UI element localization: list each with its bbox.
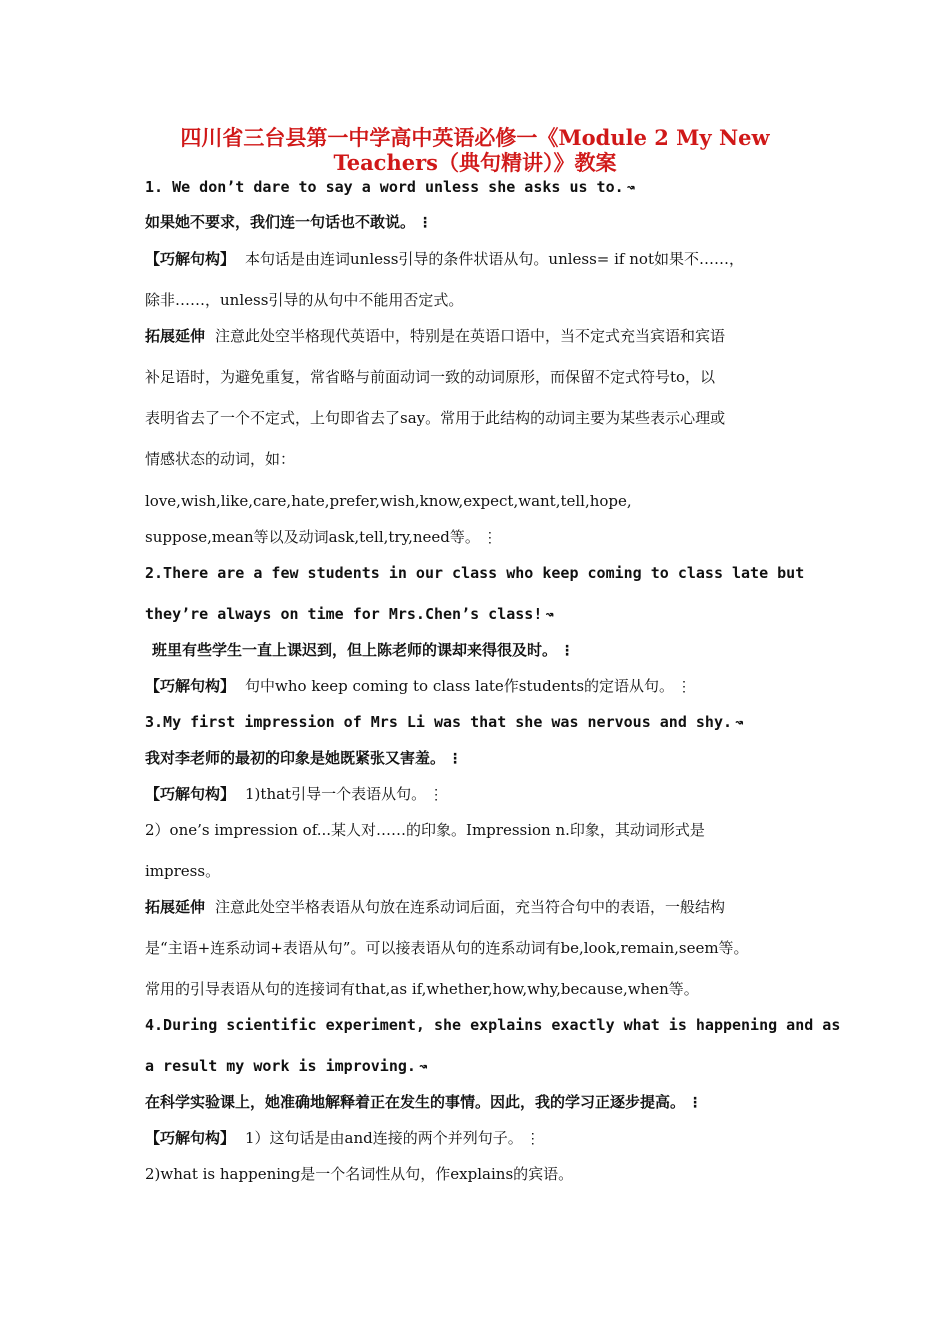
paragraph-mark-icon: ⋮ [525,1131,540,1147]
structure-tag: 【巧解句构】 [145,1129,236,1147]
sentence-2-line-2: they’re always on time for Mrs.Chen’s class! ↝ [145,605,554,623]
extension-tag: 拓展延伸 [145,898,206,916]
structure-4-line-1: 【巧解句构】 1）这句话是由and连接的两个并列句子。 ⋮ [145,1129,540,1147]
curl-mark-icon: ↝ [545,607,554,623]
extension-tag: 拓展延伸 [145,327,206,345]
extension-1-line-4: 情感状态的动词，如： [145,450,296,468]
sentence-1: 1. We don’t dare to say a word unless she asks us to. ↝ [145,178,636,196]
extension-1-line-3: 表明省去了一个不定式，上句即省去了say。常用于此结构的动词主要为某些表示心理或 [145,409,726,427]
structure-1-line-1: 【巧解句构】 本句话是由连词unless引导的条件状语从句。unless= if not如果不……， [145,250,744,268]
paragraph-mark-icon: ⋮ [688,1095,703,1111]
extension-1-line-6: suppose,mean等以及动词ask,tell,try,need等。 ⋮ [145,528,497,546]
sentence-4-line-2: a result my work is improving. ↝ [145,1057,428,1075]
structure-tag: 【巧解句构】 [145,677,236,695]
translation-1: 如果她不要求，我们连一句话也不敢说。 ⋮ [145,213,433,231]
extension-3-line-3: 常用的引导表语从句的连接词有that,as if,whether,how,why,because,when等。 [145,980,699,998]
structure-2-line-1: 【巧解句构】 句中who keep coming to class late作students的定语从句。 ⋮ [145,677,692,695]
document-title-line-1: 四川省三台县第一中学高中英语必修一《Module 2 My New [180,125,770,150]
extension-3-line-2: 是“主语+连系动词+表语从句”。可以接表语从句的连系动词有be,look,remain,seem等。 [145,939,749,957]
curl-mark-icon: ↝ [418,1059,428,1075]
structure-3-line-1: 【巧解句构】 1)that引导一个表语从句。 ⋮ [145,785,444,803]
translation-3: 我对李老师的最初的印象是她既紧张又害羞。 ⋮ [145,749,463,767]
extension-3-line-1: 拓展延伸 注意此处空半格表语从句放在连系动词后面，充当符合句中的表语，一般结构 [145,898,726,916]
structure-1-line-2: 除非……，unless引导的从句中不能用否定式。 [145,291,464,309]
sentence-3: 3.My first impression of Mrs Li was that she was nervous and shy. ↝ [145,713,744,731]
paragraph-mark-icon: ⋮ [448,751,463,767]
curl-mark-icon: ↝ [735,715,744,731]
paragraph-mark-icon: ⋮ [429,787,444,803]
extension-1-line-1: 拓展延伸 注意此处空半格现代英语中，特别是在英语口语中，当不定式充当宾语和宾语 [145,327,726,345]
structure-3-line-2: 2）one’s impression of...某人对……的印象。Impression n.印象，其动词形式是 [145,821,705,839]
paragraph-mark-icon: ⋮ [560,643,575,659]
sentence-2-line-1: 2.There are a few students in our class who keep coming to class late but [145,564,805,582]
structure-4-line-2: 2)what is happening是一个名词性从句，作explains的宾语。 [145,1165,574,1183]
structure-tag: 【巧解句构】 [145,250,236,268]
translation-4: 在科学实验课上，她准确地解释着正在发生的事情。因此，我的学习正逐步提高。 ⋮ [145,1093,703,1111]
paragraph-mark-icon: ⋮ [482,530,497,546]
document-title-line-2: Teachers（典句精讲）》教案 [333,150,617,175]
sentence-4-line-1: 4.During scientific experiment, she explains exactly what is happening and as [145,1016,841,1034]
curl-mark-icon: ↝ [626,180,636,196]
structure-tag: 【巧解句构】 [145,785,236,803]
paragraph-mark-icon: ⋮ [677,679,692,695]
extension-1-line-5: love,wish,like,care,hate,prefer,wish,know,expect,want,tell,hope, [145,492,632,510]
extension-1-line-2: 补足语时，为避免重复，常省略与前面动词一致的动词原形，而保留不定式符号to，以 [145,368,716,386]
translation-2: 班里有些学生一直上课迟到，但上陈老师的课却来得很及时。 ⋮ [152,641,575,659]
structure-3-line-3: impress。 [145,862,221,880]
paragraph-mark-icon: ⋮ [418,215,433,231]
